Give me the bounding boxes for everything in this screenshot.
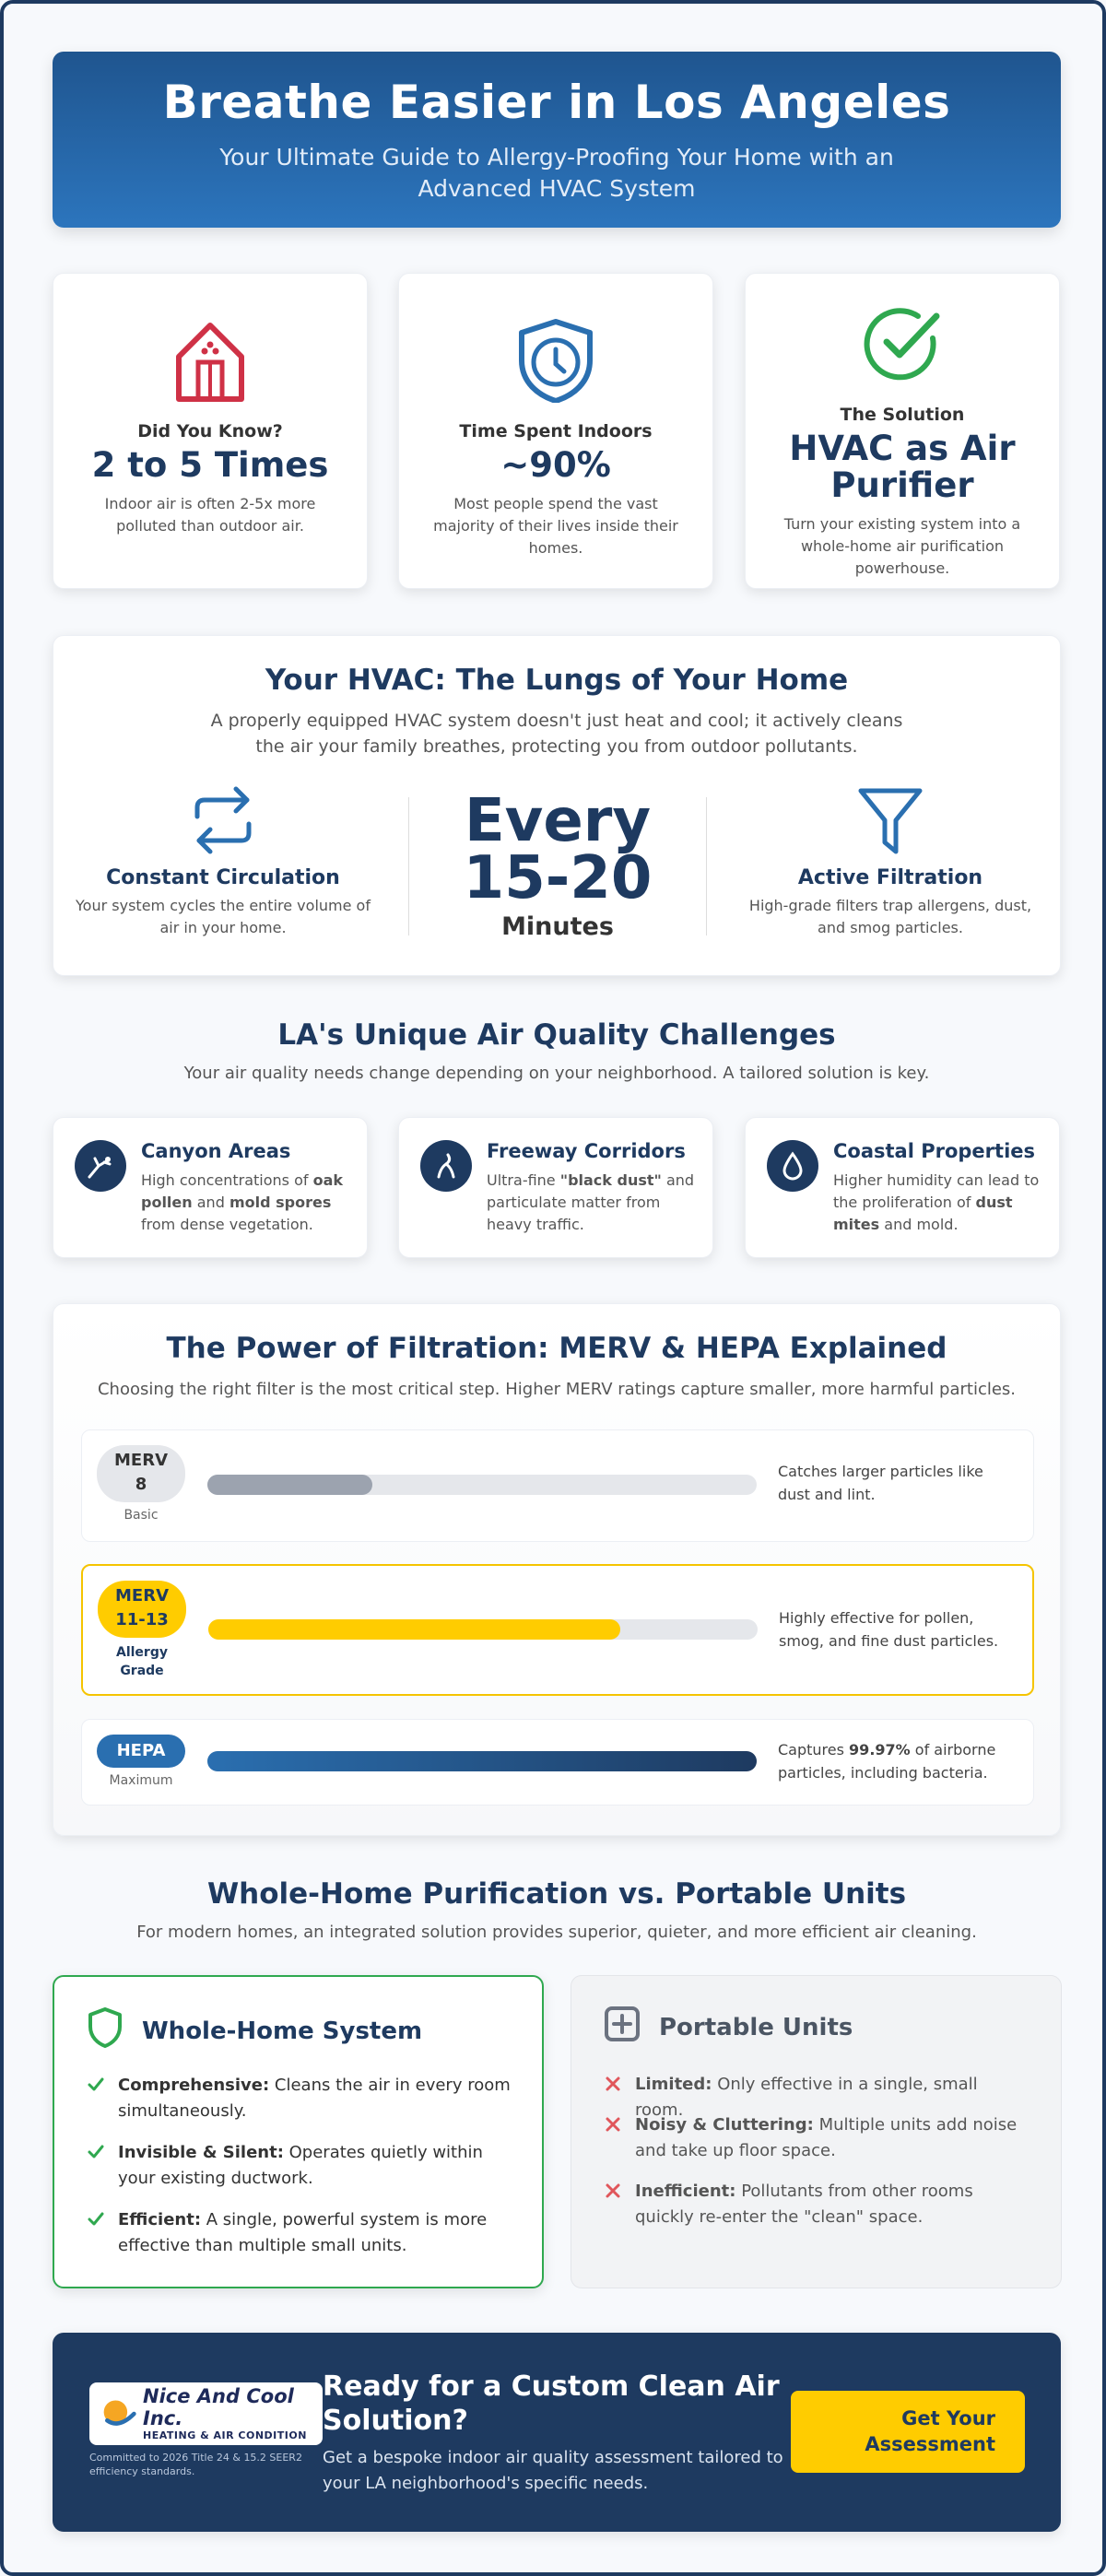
stat-value: 2 to 5 Times <box>91 445 329 485</box>
item-bold: Limited: <box>635 2075 712 2094</box>
logo-name: Nice And Cool Inc. <box>143 2385 294 2429</box>
area-desc-bold: "black dust" <box>559 1171 662 1189</box>
stat-label: Time Spent Indoors <box>459 421 653 441</box>
area-card-freeway <box>398 1117 713 1258</box>
area-title: Freeway Corridors <box>487 1140 686 1162</box>
stat-value: HVAC as Air Purifier <box>789 429 1016 505</box>
cycle-line1: Every <box>464 787 652 855</box>
shield-icon <box>87 2006 124 2055</box>
item-text: Only effective in a single, small room. <box>635 2075 978 2120</box>
filter-desc-text: Highly effective for pollen, smog, and fine dust particles. <box>779 1609 999 1650</box>
whole-home-card <box>53 1975 544 2288</box>
area-title: Coastal Properties <box>833 1140 1036 1162</box>
card-header <box>604 2006 853 2049</box>
area-desc <box>833 1170 1045 1236</box>
challenges-subtitle: Your air quality needs change depending on your neighborhood. A tailored solution is key. <box>183 1064 930 1083</box>
clock-shield-icon <box>399 301 712 403</box>
filter-desc-text: Captures <box>778 1741 850 1759</box>
filter-tier: Basic <box>124 1508 159 1523</box>
area-desc-bold: oak pollen <box>141 1171 344 1211</box>
cycle-line2: 15-20 <box>463 844 653 912</box>
filter-desc <box>779 1606 1018 1653</box>
list-item <box>87 2140 511 2192</box>
cycle-unit: Minutes <box>501 912 614 941</box>
area-desc-text: Ultra-fine <box>487 1171 560 1189</box>
droplet-icon <box>767 1140 818 1192</box>
filter-bar-track <box>207 1475 757 1495</box>
pill-line: MERV <box>114 1451 168 1470</box>
efficiency-note: Committed to 2026 Title 24 & 15.2 SEER2 efficiency standards. <box>89 2452 302 2477</box>
check-icon <box>87 2142 105 2169</box>
area-desc <box>487 1170 699 1236</box>
x-icon <box>604 2114 622 2141</box>
cta-title: Ready for a Custom Clean Air Solution? <box>323 2370 780 2437</box>
page-subtitle: Your Ultimate Guide to Allergy-Proofing Your Home with an Advanced HVAC System <box>219 144 894 202</box>
logo-tagline: HEATING & AIR CONDITION <box>143 2429 307 2441</box>
cta-banner <box>53 2333 1061 2532</box>
pill-line: 11-13 <box>115 1610 169 1629</box>
filter-desc-text: Catches larger particles like dust and lint. <box>778 1463 983 1503</box>
card-title: Whole-Home System <box>142 2017 423 2045</box>
list-item <box>87 2073 511 2124</box>
stat-label: Did You Know? <box>137 421 283 441</box>
circulation-column <box>66 783 380 939</box>
stat-desc: Indoor air is often 2-5x more polluted than outdoor air. <box>104 495 316 535</box>
stat-label: The Solution <box>840 405 965 425</box>
card-header <box>87 2006 422 2055</box>
filter-bar-fill <box>208 1619 620 1640</box>
area-desc-text: and particulate matter from heavy traffic. <box>487 1171 695 1233</box>
filter-row-hepa <box>81 1719 1034 1806</box>
item-bold: Comprehensive: <box>118 2076 270 2095</box>
portable-units-card <box>571 1975 1062 2288</box>
filter-pill <box>98 1581 186 1638</box>
list-item <box>604 2112 1028 2164</box>
company-logo <box>89 2382 323 2445</box>
stat-value: ~90% <box>500 445 611 485</box>
filter-desc-text: of airborne particles, including bacteria. <box>778 1741 996 1782</box>
area-desc-text: Higher humidity can lead to the proliferation of <box>833 1171 1040 1211</box>
item-bold: Efficient: <box>118 2210 202 2229</box>
filtration-desc: High-grade filters trap allergens, dust, and smog particles. <box>748 897 1032 936</box>
check-icon <box>87 2075 105 2101</box>
divider <box>706 797 707 935</box>
lungs-section <box>53 635 1061 976</box>
stat-card-did-you-know <box>53 273 368 589</box>
area-desc-text: and mold. <box>879 1216 959 1233</box>
check-circle-icon <box>746 301 1059 386</box>
stat-desc: Turn your existing system into a whole-home air purification powerhouse. <box>783 515 1021 577</box>
area-card-coastal <box>745 1117 1060 1258</box>
filter-bar-fill <box>207 1751 757 1771</box>
tree-icon <box>75 1140 126 1192</box>
item-bold: Invisible & Silent: <box>118 2143 284 2162</box>
item-bold: Noisy & Cluttering: <box>635 2115 814 2135</box>
hero-banner <box>53 52 1061 228</box>
compare-subtitle: For modern homes, an integrated solution provides superior, quieter, and more efficient air cleaning. <box>136 1923 977 1942</box>
filter-row-merv8 <box>81 1429 1034 1542</box>
area-desc <box>141 1170 353 1236</box>
item-text: Multiple units add noise and take up floor space. <box>635 2115 1018 2160</box>
challenges-title: LA's Unique Air Quality Challenges <box>277 1018 836 1052</box>
pill-line: 8 <box>135 1475 147 1494</box>
circulation-title: Constant Circulation <box>106 866 340 889</box>
card-title: Portable Units <box>659 2013 853 2041</box>
page-title: Breathe Easier in Los Angeles <box>162 76 951 129</box>
compare-title: Whole-Home Purification vs. Portable Units <box>206 1877 907 1911</box>
area-title: Canyon Areas <box>141 1140 291 1162</box>
filter-bar-fill <box>207 1475 372 1495</box>
section-title: The Power of Filtration: MERV & HEPA Explained <box>166 1332 947 1365</box>
area-desc-bold: dust mites <box>833 1194 1013 1233</box>
filter-row-merv11-13 <box>81 1564 1034 1696</box>
stat-card-time-indoors <box>398 273 713 589</box>
area-desc-text: and <box>192 1194 229 1211</box>
cycle-stat <box>422 787 693 941</box>
filtration-section <box>53 1303 1061 1836</box>
item-text: Cleans the air in every room simultaneously. <box>118 2076 511 2121</box>
list-item <box>87 2207 511 2259</box>
filter-pill <box>97 1445 185 1502</box>
get-assessment-button[interactable]: Get Your Assessment <box>791 2391 1025 2473</box>
filter-tier: Allergy Grade <box>116 1645 168 1678</box>
logo-text <box>143 2385 323 2442</box>
item-text: A single, powerful system is more effective than multiple small units. <box>118 2210 488 2255</box>
filtration-column <box>734 783 1047 939</box>
item-text: Operates quietly within your existing ductwork. <box>118 2143 483 2188</box>
pill-line: MERV <box>115 1586 169 1606</box>
x-icon <box>604 2181 622 2207</box>
item-bold: Inefficient: <box>635 2182 736 2201</box>
divider <box>408 797 409 935</box>
pill-line: HEPA <box>116 1741 166 1760</box>
filter-bar-track <box>207 1751 757 1771</box>
section-title: Your HVAC: The Lungs of Your Home <box>265 664 849 697</box>
stat-desc: Most people spend the vast majority of their lives inside their homes. <box>433 495 678 557</box>
x-icon <box>604 2074 622 2100</box>
circulation-desc: Your system cycles the entire volume of air in your home. <box>76 897 371 936</box>
area-card-canyon <box>53 1117 368 1258</box>
filter-desc <box>778 1738 1018 1784</box>
funnel-filter-icon <box>734 783 1047 861</box>
item-text: Pollutants from other rooms quickly re-enter the "clean" space. <box>635 2182 973 2227</box>
list-item <box>604 2179 1028 2230</box>
section-subtitle: Choosing the right filter is the most critical step. Higher MERV ratings capture smaller, more harmful particles. <box>97 1380 1017 1399</box>
section-subtitle: A properly equipped HVAC system doesn't just heat and cool; it actively cleans the air your family breathes, protecting you from outdoor pollutants. <box>210 711 903 757</box>
filter-desc-bold: 99.97% <box>849 1741 911 1759</box>
area-desc-text: from dense vegetation. <box>141 1216 313 1233</box>
house-icon <box>53 301 367 403</box>
cta-desc: Get a bespoke indoor air quality assessment tailored to your LA neighborhood's specific needs. <box>323 2448 783 2493</box>
sun-snowflake-icon <box>100 2394 137 2434</box>
filter-desc <box>778 1460 1018 1506</box>
area-desc-bold: mold spores <box>229 1194 332 1211</box>
filter-bar-track <box>208 1619 758 1640</box>
road-icon <box>420 1140 472 1192</box>
check-icon <box>87 2209 105 2236</box>
filter-tier: Maximum <box>109 1773 173 1788</box>
filter-pill <box>97 1735 185 1768</box>
stat-card-solution <box>745 273 1060 589</box>
refresh-arrows-icon <box>66 783 380 861</box>
filtration-title: Active Filtration <box>797 866 983 889</box>
plus-box-icon <box>604 2006 641 2049</box>
area-desc-text: High concentrations of <box>141 1171 313 1189</box>
